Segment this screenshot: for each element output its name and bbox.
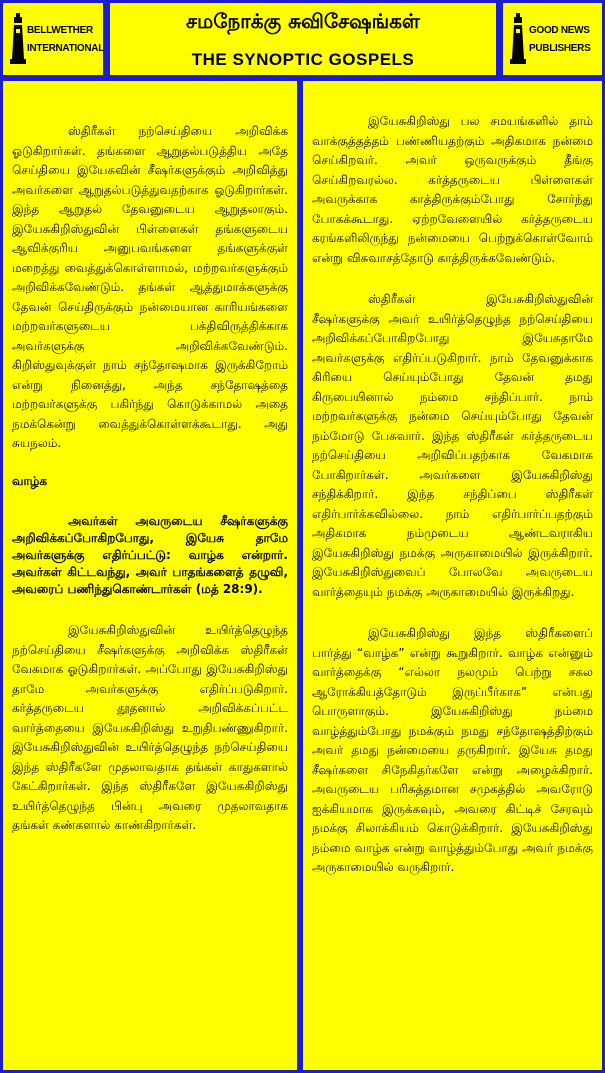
right-column — [303, 81, 602, 1070]
page-title-english: THE SYNOPTIC GOSPELS — [191, 50, 415, 69]
good-news-logo-line1: GOOD NEWS — [529, 25, 590, 36]
left-paragraph-2: இயேசுகிறிஸ்துவின் உயிர்த்தெழுந்த நற்செய்தியை சீஷர்களுக்கு அறிவிக்க ஸ்திரீகள் வேகமாக ஓடுகிறார்கள். அப்போது இயேசுகிறிஸ்து தாமே அவர்களுக்கு எதிர்ப்படுகிறார். கர்த்தருடைய தூதனால் அறிவிக்கப்பட்ட வார்த்தையை இயேசுகிறிஸ்து உறுதிபண்ணுகிறார். இயேசுகிறிஸ்துவின் உயிர்த்தெழுந்த நற்செய்தியை இந்த ஸ்திரீகளே முதலாவதாக தங்கள் காதுகளால் கேட்கிறார்கள். இந்த ஸ்திரீகளே இயேசுகிறிஸ்து உயிர்த்தெழுந்த பின்பு அவரை முதலாவதாக தங்கள் கண்களால் காண்கிறார்கள். — [12, 623, 288, 832]
lighthouse-icon — [9, 13, 27, 65]
bellwether-logo-line1: BELLWETHER — [27, 25, 93, 36]
left-paragraph-1: ஸ்திரீகள் நற்செய்தியை அறிவிக்க ஓடுகிறார்கள். தங்களை ஆறுதல்படுத்திய அதே செய்தியை இயேசுவின் சீஷர்களுக்கும் அறிவித்து அவர்களை ஆறுதல்படுத்துவதற்காக ஓடுகிறார்கள். இந்த ஆறுதல் தேவனுடைய ஆறுதலாகும். இயேசுகிறிஸ்துவின் பிள்ளைகள் தங்களுடைய ஆவிக்குரிய அனுபவங்களை தங்களுக்குள் மறைத்து வைத்துக்கொள்ளாமல், மற்றவர்களுக்கும் அறிவிக்கவேண்டும். தங்கள் ஆத்துமாக்களுக்கு தேவன் செய்திருக்கும் நன்மையான காரியங்களை மற்றவர்களுடைய பக்திவிருத்திக்காக அவர்களுக்கு அறிவிக்கவேண்டும். கிறிஸ்துவுக்குள் நாம் சந்தோஷமாக இருக்கிறோம் என்று நினைத்து, அந்த சந்தோஷத்தை மற்றவர்களுக்கு பகிர்ந்து கொடுக்காமல் அதை நமக்கென்று வைத்துக்கொள்ளக்கூடாது. அது சுயநலம். — [12, 124, 288, 450]
right-paragraph-2: ஸ்திரீகள் இயேசுகிறிஸ்துவின் சீஷர்களுக்கு அவர் உயிர்த்தெழுந்த நற்செய்தியை அறிவிக்கப்போகிறபோது இயேசுதாமே அவர்களுக்கு எதிர்ப்படுகிறார். நாம் தேவனுக்காக கிரியை செய்யும்போது தேவன் தமது கிருபையினால் நம்மை சந்திப்பார். நாம் மற்றவர்களுக்கு நன்மை செய்யும்போது தேவன் நம்மோடு பேசுவார். இந்த ஸ்திரீகள் கர்த்தருடைய நற்செய்தியை அறிவிப்பதற்காக வேகமாக போகிறார்கள். அவர்களை இயேசுகிறிஸ்து சந்திக்கிறார். இந்த சந்திப்பை ஸ்திரீகள் எதிர்பார்க்கவில்லை. நாம் எதிர்பார்ப்பதற்கும் அதிகமாக நம்முடைய ஆண்டவராகிய இயேசுகிறிஸ்து நமக்கு அருகாமையில் இருக்கிறார். இயேசுகிறிஸ்துவைப் போலவே அவருடைய வார்த்தையும் நமக்கு அருகாமையில் இருக்கிறது. — [312, 292, 593, 599]
right-paragraph-1: இயேசுகிறிஸ்து பல சமயங்களில் தாம் வாக்குத்தத்தம் பண்ணியதற்கும் அதிகமாக நன்மை செய்கிறவர். அவர் ஒருவருக்கும் தீங்கு செய்கிறவரல்ல. கர்த்தருடைய பிள்ளைகள் அவருக்காக காத்திருக்கும்போது சோர்ந்து போகக்கூடாது. ஏற்றவேளையில் கர்த்தருடைய கரங்களிலிருந்து நன்மையை பெற்றுக்கொள்வோம் என்று விசுவாசத்தோடு காத்திருக்கவேண்டும். — [312, 114, 593, 265]
lighthouse-icon — [509, 13, 527, 65]
good-news-logo — [507, 13, 599, 65]
left-column — [3, 81, 297, 1070]
bellwether-logo-line2: INTERNATIONAL — [27, 43, 105, 54]
title-box — [110, 3, 496, 75]
bellwether-logo — [7, 13, 105, 65]
right-paragraph-3: இயேசுகிறிஸ்து இந்த ஸ்திரீகளைப் பார்த்து “வாழ்க” என்று கூறுகிறார். வாழ்க என்னும் வார்த்தைக்கு “எல்லா நலமும் பெற்று சகல ஆரோக்கியத்தோடும் இருப்பீர்காக” என்பது பொருளாகும். இயேசுகிறிஸ்து நம்மை வாழ்த்தும்போது நமக்கும் நமது சந்தோஷத்திற்கும் அவர் தமது நன்மையை தருகிறார். இயேசு தமது சீஷர்களை சிநேகிதர்களே என்று அழைக்கிறார். அவருடைய பரிசுத்தமான சமுகத்தில் அவரோடு ஐக்கியமாக இருக்கவும், அவரை கிட்டிச் சேரவும் நமக்கு சிலாக்கியம் கொடுக்கிறார். இயேசுகிறிஸ்து நம்மை வாழ்க என்று வாழ்த்தும்போது அவர் நமக்கு அருகாமையில் வருகிறார். — [312, 626, 593, 874]
good-news-logo-box — [503, 3, 602, 75]
scripture-verse: அவர்கள் அவருடைய சீஷர்களுக்கு அறிவிக்கப்போகிறபோது, இயேசு தாமே அவர்களுக்கு எதிர்ப்பட்டு: வாழ்க என்றார். அவர்கள் கிட்டவந்து, அவர் பாதங்களைத் தழுவி, அவரைப் பணிந்துகொண்டார்கள் (மத் 28:9). — [12, 514, 288, 596]
page-title-tamil: சமநோக்கு சுவிசேஷங்கள் — [186, 9, 420, 33]
section-heading: வாழ்க — [12, 473, 48, 488]
bellwether-logo-box — [3, 3, 103, 75]
good-news-logo-line2: PUBLISHERS — [529, 43, 591, 54]
